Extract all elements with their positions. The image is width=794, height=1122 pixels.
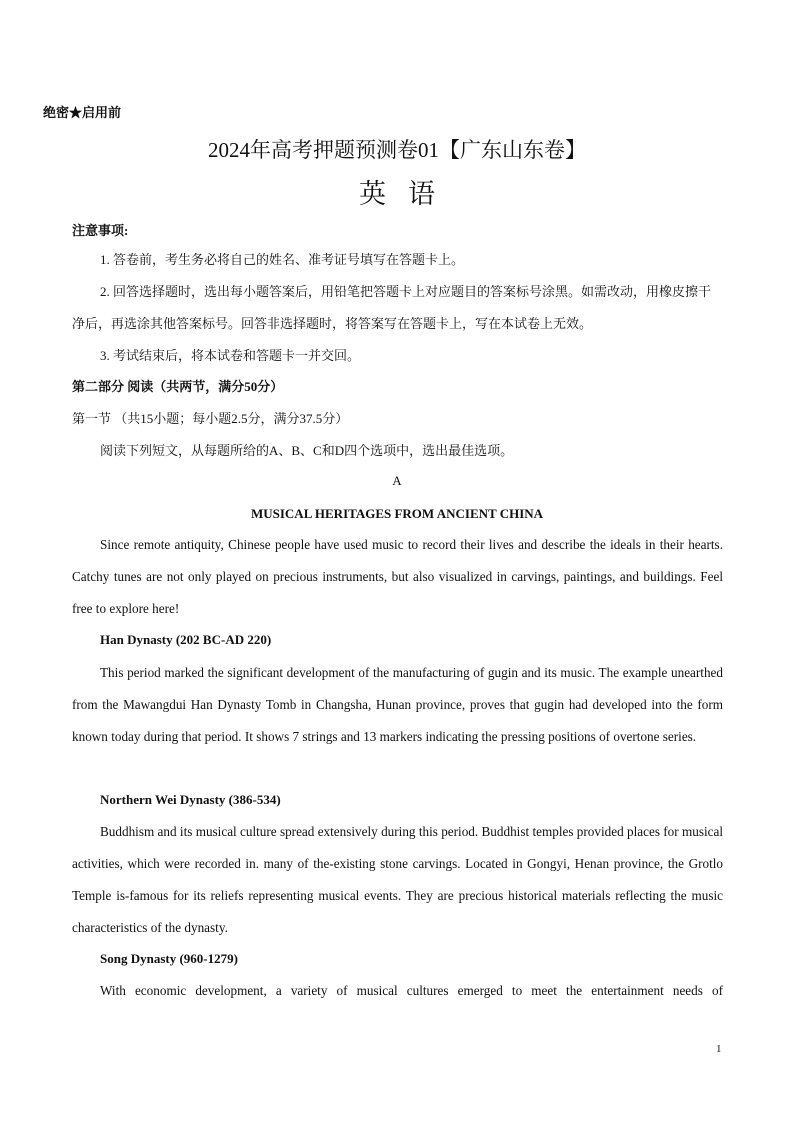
notice-item-1: 1. 答卷前，考生务必将自己的姓名、准考证号填写在答题卡上。 (100, 252, 465, 267)
section-text-song: With economic development, a variety of musical cultures emerged to meet the entertainment needs of (100, 983, 723, 998)
confidential-mark: 绝密★启用前 (43, 105, 122, 120)
notice-item-3: 3. 考试结束后，将本试卷和答题卡一并交回。 (100, 348, 361, 363)
section-heading-han: Han Dynasty (202 BC-AD 220) (100, 632, 272, 647)
notice-item-2: 2. 回答选择题时，选出每小题答案后，用铅笔把答题卡上对应题目的答案标号涂黑。如需改动，用橡皮擦干净后，再选涂其他答案标号。回答非选择题时，将答案写在答题卡上，写在本试卷上无效。 (72, 284, 712, 331)
passage-intro: Since remote antiquity, Chinese people have used music to record their lives and describe the ideals in their hearts. Catchy tunes are not only played on precious instruments, but also visualized in carvings, paintings, and buildings. Feel free to explore here! (72, 537, 723, 616)
part-title: 第二部分 阅读（共两节，满分50分） (72, 379, 284, 394)
passage-label: A (392, 473, 402, 488)
page-number: 1 (716, 1043, 722, 1055)
exam-title: 2024年高考押题预测卷01【广东山东卷】 (208, 138, 586, 162)
section-title: 第一节 （共15小题；每小题2.5分，满分37.5分） (72, 411, 349, 426)
section-text-northern-wei: Buddhism and its musical culture spread extensively during this period. Buddhist temples provided places for musical activities, which were recorded in. many of the-existing stone carvings. Located in Gongyi, Henan province, the Grotlo Temple is-famous for its reliefs representing musical events. They are precious historical materials reflecting the music characteristics of the dynasty. (72, 824, 723, 935)
passage-title: MUSICAL HERITAGES FROM ANCIENT CHINA (250, 506, 544, 521)
instruction: 阅读下列短文，从每题所给的A、B、C和D四个选项中，选出最佳选项。 (100, 443, 514, 458)
section-heading-northern-wei: Northern Wei Dynasty (386-534) (100, 792, 281, 807)
subject-title: 英语 (359, 179, 457, 209)
notice-heading: 注意事项: (72, 223, 129, 238)
section-heading-song: Song Dynasty (960-1279) (100, 951, 238, 966)
section-text-han: This period marked the significant development of the manufacturing of gugin and its music. The example unearthed from the Mawangdui Han Dynasty Tomb in Changsha, Hunan province, proves that gugin had developed into the form known today during that period. It shows 7 strings and 13 markers indicating the pressing positions of overtone series. (72, 665, 723, 744)
